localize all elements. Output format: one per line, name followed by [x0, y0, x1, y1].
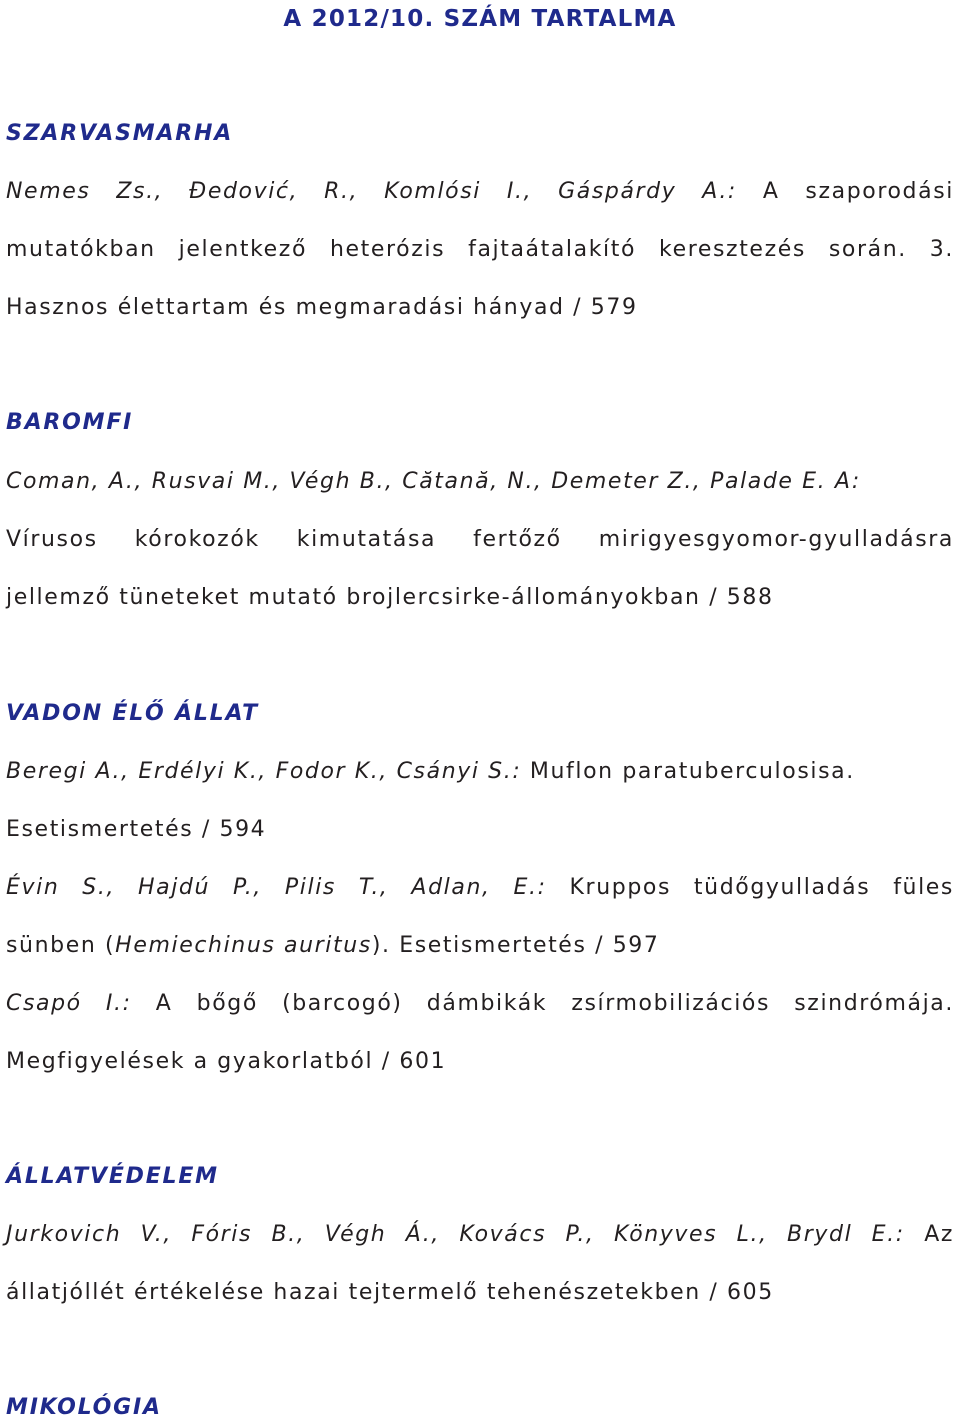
article-authors: Csapó I.:: [6, 991, 132, 1016]
section-heading-mikologia: MIKOLÓGIA: [6, 1395, 162, 1420]
article-line: [6, 177, 954, 207]
article-title-part: Kruppos tüdőgyulladás füles: [546, 875, 954, 900]
article-authors: Beregi A., Erdélyi K., Fodor K., Csányi S.:: [6, 759, 522, 784]
page-title: A 2012/10. SZÁM TARTALMA: [283, 6, 677, 32]
article-title-part: sünben (: [6, 933, 116, 958]
section-heading-allatvedelem: ÁLLATVÉDELEM: [6, 1164, 219, 1189]
article-line: [6, 1220, 954, 1250]
article-line: [6, 989, 954, 1019]
article-line: Hasznos élettartam és megmaradási hányad / 579: [6, 295, 638, 320]
article-title-part: Muflon paratuberculosisa.: [521, 759, 855, 784]
article-line: állatjóllét értékelése hazai tejtermelő tehenészetekben / 605: [6, 1280, 774, 1305]
article-line: [6, 931, 954, 961]
article-authors: Évin S., Hajdú P., Pilis T., Adlan, E.:: [6, 875, 547, 900]
article-authors: Jurkovich V., Fóris B., Végh Á., Kovács P., Könyves L., Brydl E.:: [6, 1222, 905, 1247]
article-authors: Nemes Zs., Đedović, R., Komlósi I., Gáspárdy A.:: [6, 179, 737, 204]
article-line: [6, 757, 954, 787]
article-line: Megfigyelések a gyakorlatból / 601: [6, 1049, 447, 1074]
article-title-part: ). Esetismertetés / 597: [371, 933, 660, 958]
article-title-part: A szaporodási: [736, 179, 954, 204]
section-heading-baromfi: BAROMFI: [6, 410, 134, 435]
article-line: jellemző tüneteket mutató brojlercsirke-állományokban / 588: [6, 585, 774, 610]
section-heading-vadon-elo-allat: VADON ÉLŐ ÁLLAT: [6, 701, 259, 726]
article-title-part: Az: [904, 1222, 954, 1247]
species-name: Hemiechinus auritus: [115, 933, 372, 958]
article-line: Esetismertetés / 594: [6, 817, 267, 842]
section-heading-szarvasmarha: SZARVASMARHA: [6, 121, 234, 146]
article-title-part: A bőgő (barcogó) dámbikák zsírmobilizációs szindrómája.: [131, 991, 954, 1016]
article-line: mutatókban jelentkező heterózis fajtaátalakító keresztezés során. 3.: [6, 237, 954, 262]
article-line: [6, 873, 954, 903]
article-authors: Coman, A., Rusvai M., Végh B., Cătană, N., Demeter Z., Palade E. A:: [6, 469, 861, 494]
article-line: Vírusos kórokozók kimutatása fertőző mirigyesgyomor-gyulladásra: [6, 527, 954, 552]
